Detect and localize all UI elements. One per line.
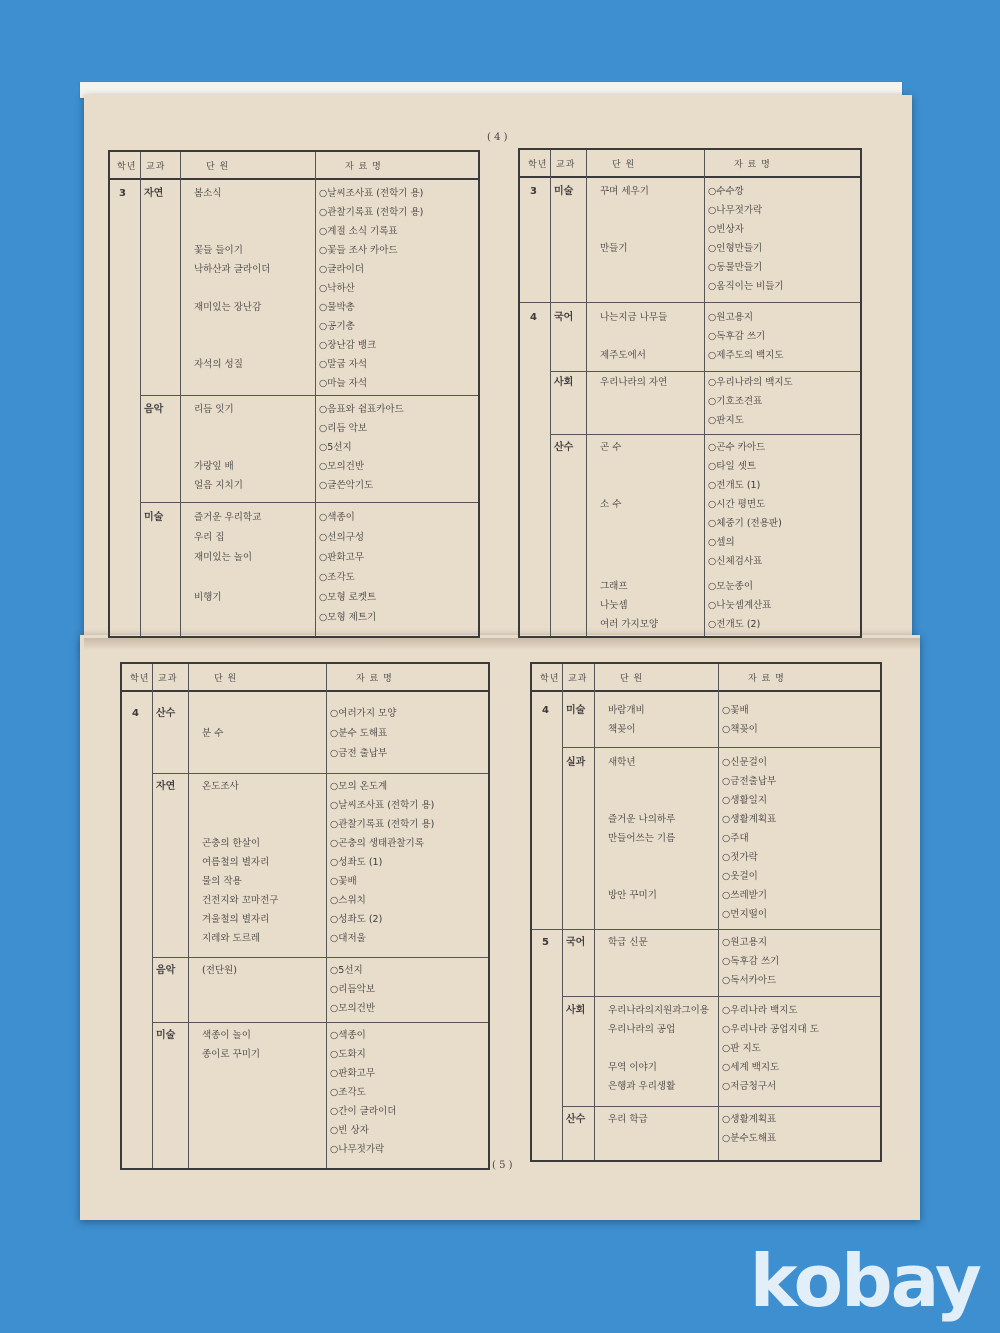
material-item: ○타일 셋트 (708, 461, 757, 472)
unit-cell: 곤충의 한살이 (202, 838, 261, 849)
unit-cell: 리듬 잇기 (194, 404, 234, 415)
material-item: ○책꽂이 (722, 724, 758, 735)
material-item: ○5선지 (319, 442, 352, 453)
material-item: ○곤수 카아드 (708, 442, 766, 453)
subject-cell: 산수 (566, 1114, 586, 1125)
unit-cell: 만들기 (600, 243, 628, 254)
subject-cell: 음악 (156, 965, 176, 976)
header-subject: 교과 (158, 674, 178, 684)
unit-cell: 여름철의 별자리 (202, 857, 270, 868)
subject-cell: 사회 (566, 1005, 586, 1016)
unit-cell: 꾸며 세우기 (600, 186, 649, 197)
header-unit: 단 원 (206, 162, 230, 172)
material-item: ○선의구성 (319, 532, 364, 543)
material-item: ○시간 평면도 (708, 499, 766, 510)
material-item: ○색종이 (330, 1030, 366, 1041)
unit-cell: 곤 수 (600, 442, 622, 453)
material-item: ○조각도 (319, 572, 355, 583)
material-item: ○모의건반 (330, 1003, 375, 1014)
material-item: ○우리나라의 백지도 (708, 377, 793, 388)
unit-cell: 봄소식 (194, 188, 222, 199)
subject-cell: 미술 (156, 1030, 176, 1041)
grade-cell: 5 (542, 937, 549, 948)
row-divider (562, 747, 880, 748)
material-item: ○저금청구서 (722, 1081, 777, 1092)
subject-cell: 국어 (566, 937, 586, 948)
subject-cell: 음악 (144, 404, 164, 415)
unit-cell: 제주도에서 (600, 350, 646, 361)
column-divider (704, 150, 705, 636)
material-item: ○꽃배 (722, 705, 749, 716)
unit-cell: 재미있는 놀이 (194, 552, 253, 563)
unit-cell: 즐거운 우리학교 (194, 512, 262, 523)
unit-cell: 재미있는 장난감 (194, 302, 262, 313)
unit-cell: 자석의 성질 (194, 359, 243, 370)
material-item: ○나무젓가락 (330, 1144, 385, 1155)
material-item: ○판화고무 (319, 552, 364, 563)
unit-cell: 우리나라의지원과그이용 (608, 1005, 709, 1016)
unit-cell: 비행기 (194, 592, 222, 603)
material-item: ○빈 상자 (330, 1125, 369, 1136)
unit-cell: 바람개비 (608, 705, 645, 716)
unit-cell: 여러 가지모양 (600, 619, 659, 630)
material-item: ○나무젓가락 (708, 205, 763, 216)
subject-cell: 자연 (144, 188, 164, 199)
column-divider (326, 664, 327, 1168)
material-item: ○먼지떨이 (722, 909, 767, 920)
unit-cell: 종이로 꾸미기 (202, 1049, 261, 1060)
grade-cell: 4 (542, 705, 549, 716)
unit-cell: 온도조사 (202, 781, 239, 792)
header-subject: 교과 (146, 162, 166, 172)
unit-cell: 책꽂이 (608, 724, 636, 735)
unit-cell: 지레와 도르레 (202, 933, 261, 944)
table-bottom-right (530, 662, 882, 1162)
page-fold (84, 638, 920, 650)
material-item: ○독서카아드 (722, 975, 777, 986)
material-item: ○독후감 쓰기 (708, 331, 766, 342)
kobay-watermark: kobay (749, 1239, 980, 1323)
unit-cell: 분 수 (202, 728, 224, 739)
unit-cell: 나눗셈 (600, 600, 628, 611)
row-divider (520, 302, 860, 303)
grade-cell: 3 (119, 188, 126, 199)
material-item: ○젓가락 (722, 852, 758, 863)
material-item: ○생활계획표 (722, 1114, 777, 1125)
row-divider (152, 1022, 488, 1023)
material-item: ○판화고무 (330, 1068, 375, 1079)
grade-cell: 3 (530, 186, 537, 197)
header-grade: 학년 (540, 674, 560, 684)
material-item: ○모눈종이 (708, 581, 753, 592)
material-item: ○날씨조사표 (전학기 용) (330, 800, 435, 811)
unit-cell: 물의 작용 (202, 876, 242, 887)
material-item: ○옷걸이 (722, 871, 758, 882)
material-item: ○기호조견표 (708, 396, 763, 407)
material-item: ○대저울 (330, 933, 366, 944)
material-item: ○도화지 (330, 1049, 366, 1060)
column-divider (140, 152, 141, 636)
material-item: ○쓰레받기 (722, 890, 767, 901)
row-divider (562, 996, 880, 997)
header-subject: 교과 (556, 160, 576, 170)
unit-cell: 색종이 놀이 (202, 1030, 251, 1041)
header-material: 자 료 명 (356, 674, 393, 684)
material-item: ○장난감 뱅크 (319, 340, 377, 351)
unit-cell: 우리나라의 공업 (608, 1024, 676, 1035)
material-item: ○생활일지 (722, 795, 767, 806)
material-item: ○금전출납부 (722, 776, 777, 787)
material-item: ○수수깡 (708, 186, 744, 197)
row-divider (532, 929, 880, 930)
material-item: ○색종이 (319, 512, 355, 523)
material-item: ○세계 백지도 (722, 1062, 780, 1073)
column-divider (188, 664, 189, 1168)
page-number-bottom: ( 5 ) (492, 1160, 513, 1171)
table-header (532, 664, 880, 692)
subject-cell: 미술 (144, 512, 164, 523)
material-item: ○모형 로켓트 (319, 592, 377, 603)
material-item: ○스위치 (330, 895, 366, 906)
table-top-right (518, 148, 862, 638)
grade-cell: 4 (530, 312, 537, 323)
material-item: ○조각도 (330, 1087, 366, 1098)
material-item: ○동물만들기 (708, 262, 763, 273)
table-header (122, 664, 488, 692)
header-grade: 학년 (130, 674, 150, 684)
header-unit: 단 원 (612, 160, 636, 170)
material-item: ○신문걸이 (722, 757, 767, 768)
column-divider (586, 150, 587, 636)
row-divider (550, 434, 860, 435)
unit-cell: (전단원) (202, 965, 237, 976)
header-material: 자 료 명 (734, 160, 771, 170)
material-item: ○5선지 (330, 965, 363, 976)
material-item: ○우리나라 백지도 (722, 1005, 798, 1016)
row-divider (140, 395, 478, 396)
material-item: ○관찰기록표 (전학기 용) (330, 819, 435, 830)
material-item: ○전개도 (2) (708, 619, 761, 630)
material-item: ○모의건반 (319, 461, 364, 472)
material-item: ○말굽 자석 (319, 359, 368, 370)
material-item: ○리듬악보 (330, 984, 375, 995)
unit-cell: 겨울철의 별자리 (202, 914, 270, 925)
row-divider (152, 773, 488, 774)
header-unit: 단 원 (214, 674, 238, 684)
column-divider (550, 150, 551, 636)
table-header (110, 152, 478, 180)
material-item: ○움직이는 비들기 (708, 281, 784, 292)
material-item: ○글쓴악기도 (319, 480, 374, 491)
column-divider (180, 152, 181, 636)
subject-cell: 미술 (566, 705, 586, 716)
header-grade: 학년 (117, 162, 137, 172)
material-item: ○공기총 (319, 321, 355, 332)
material-item: ○간이 글라이더 (330, 1106, 397, 1117)
row-divider (562, 1106, 880, 1107)
material-item: ○제주도의 백지도 (708, 350, 784, 361)
column-divider (562, 664, 563, 1160)
header-grade: 학년 (528, 160, 548, 170)
unit-cell: 우리 집 (194, 532, 225, 543)
table-top-left (108, 150, 480, 638)
material-item: ○체중기 (전용판) (708, 518, 782, 529)
material-item: ○음표와 쉼표카아드 (319, 404, 404, 415)
material-item: ○계절 소식 기록표 (319, 226, 398, 237)
material-item: ○생활계획표 (722, 814, 777, 825)
material-item: ○주대 (722, 833, 749, 844)
column-divider (594, 664, 595, 1160)
row-divider (550, 371, 860, 372)
grade-cell: 4 (132, 708, 139, 719)
subject-cell: 사회 (554, 377, 574, 388)
unit-cell: 만들어쓰는 기름 (608, 833, 676, 844)
column-divider (315, 152, 316, 636)
material-item: ○셀의 (708, 537, 735, 548)
material-item: ○빈상자 (708, 224, 744, 235)
row-divider (140, 502, 478, 503)
subject-cell: 자연 (156, 781, 176, 792)
subject-cell: 산수 (156, 708, 176, 719)
material-item: ○여러가지 모양 (330, 708, 397, 719)
table-bottom-left (120, 662, 490, 1170)
material-item: ○성좌도 (2) (330, 914, 383, 925)
material-item: ○물박총 (319, 302, 355, 313)
row-divider (152, 957, 488, 958)
material-item: ○판 지도 (722, 1043, 761, 1054)
subject-cell: 실과 (566, 757, 586, 768)
material-item: ○우리나라 공업지대 도 (722, 1024, 819, 1035)
unit-cell: 낙하산과 글라이더 (194, 264, 271, 275)
header-subject: 교과 (568, 674, 588, 684)
material-item: ○모의 온도계 (330, 781, 388, 792)
material-item: ○원고용지 (708, 312, 753, 323)
unit-cell: 방안 꾸미기 (608, 890, 657, 901)
material-item: ○곤충의 생태관찰기록 (330, 838, 424, 849)
material-item: ○신체검사표 (708, 556, 763, 567)
material-item: ○나눗셈계산표 (708, 600, 772, 611)
material-item: ○리듬 악보 (319, 423, 368, 434)
material-item: ○관찰기록표 (전학기 용) (319, 207, 424, 218)
header-material: 자 료 명 (748, 674, 785, 684)
material-item: ○날씨조사표 (전학기 용) (319, 188, 424, 199)
unit-cell: 우리 학급 (608, 1114, 648, 1125)
material-item: ○꽃들 조사 카아드 (319, 245, 398, 256)
unit-cell: 나는지금 나무들 (600, 312, 668, 323)
unit-cell: 꽃들 들이기 (194, 245, 243, 256)
material-item: ○금전 출납부 (330, 748, 388, 759)
material-item: ○모형 제트기 (319, 612, 377, 623)
table-header (520, 150, 860, 178)
material-item: ○성좌도 (1) (330, 857, 383, 868)
unit-cell: 즐거운 나의하루 (608, 814, 676, 825)
header-unit: 단 원 (620, 674, 644, 684)
unit-cell: 가랑잎 배 (194, 461, 234, 472)
unit-cell: 학급 신문 (608, 937, 648, 948)
material-item: ○꽃배 (330, 876, 357, 887)
unit-cell: 무역 이야기 (608, 1062, 657, 1073)
unit-cell: 새학년 (608, 757, 636, 768)
material-item: ○판지도 (708, 415, 744, 426)
unit-cell: 그래프 (600, 581, 628, 592)
unit-cell: 얼음 지치기 (194, 480, 243, 491)
material-item: ○글라이더 (319, 264, 364, 275)
header-material: 자 료 명 (345, 162, 382, 172)
subject-cell: 국어 (554, 312, 574, 323)
unit-cell: 은행과 우리생활 (608, 1081, 676, 1092)
material-item: ○분수도해표 (722, 1133, 777, 1144)
page-number-top: ( 4 ) (487, 132, 508, 143)
subject-cell: 산수 (554, 442, 574, 453)
column-divider (718, 664, 719, 1160)
material-item: ○원고용지 (722, 937, 767, 948)
unit-cell: 건전지와 꼬마전구 (202, 895, 279, 906)
material-item: ○마늘 자석 (319, 378, 368, 389)
material-item: ○전개도 (1) (708, 480, 761, 491)
subject-cell: 미술 (554, 186, 574, 197)
unit-cell: 소 수 (600, 499, 622, 510)
material-item: ○독후감 쓰기 (722, 956, 780, 967)
unit-cell: 우리나라의 자연 (600, 377, 668, 388)
column-divider (152, 664, 153, 1168)
material-item: ○분수 도해표 (330, 728, 388, 739)
material-item: ○낙하산 (319, 283, 355, 294)
material-item: ○인형만들기 (708, 243, 763, 254)
